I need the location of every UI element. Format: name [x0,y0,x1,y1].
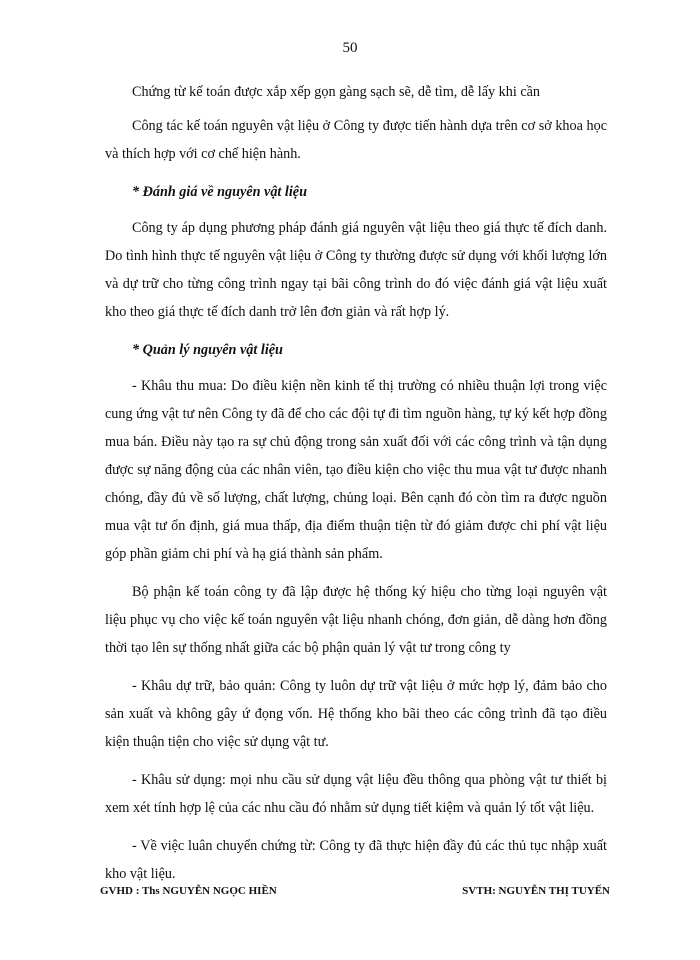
paragraph-intro-1: Chứng từ kế toán được xắp xếp gọn gàng sạch sẽ, dễ tìm, dễ lấy khi cần [132,84,541,100]
section-heading-evaluation: * Đánh giá về nguyên vật liệu [132,184,307,200]
page-number: 50 [342,40,358,56]
footer-student: SVTH: NGUYỄN THỊ TUYẾN [462,885,610,897]
paragraph-coding-system: Bộ phận kế toán công ty đã lập được hệ thống ký hiệu cho từng loại nguyên vật liệu phục vụ cho việc kế toán nguyên vật liệu nhanh chóng, đơn giản, dễ dàng hơn đồng thời tạo lên sự thống nhất giữa các bộ phận quản lý vật tư trong công ty [105,584,607,656]
section-heading-management: * Quản lý nguyên vật liệu [132,342,283,358]
paragraph-intro-2: Công tác kế toán nguyên vật liệu ở Công ty được tiến hành dựa trên cơ sở khoa học và thích hợp với cơ chế hiện hành. [105,118,607,162]
paragraph-documents: - Về việc luân chuyển chứng từ: Công ty đã thực hiện đầy đủ các thủ tục nhập xuất kho vật liệu. [105,838,607,882]
footer-supervisor: GVHD : Ths NGUYỄN NGỌC HIỀN [100,885,277,897]
paragraph-usage: - Khâu sử dụng: mọi nhu cầu sử dụng vật liệu đều thông qua phòng vật tư thiết bị xem xét tính hợp lệ của các nhu cầu đó nhằm sử dụng tiết kiệm và quản lý tốt vật liệu. [105,772,607,816]
paragraph-evaluation: Công ty áp dụng phương pháp đánh giá nguyên vật liệu theo giá thực tế đích danh. Do tình hình thực tế nguyên vật liệu ở Công ty thường được sử dụng với khối lượng lớn và dự trữ cho từng công trình ngay tại bãi công trình do đó việc đánh giá vật liệu xuất kho theo giá thực tế đích danh trở lên đơn giản và rất hợp lý. [105,220,607,320]
document-body [105,78,607,898]
paragraph-purchasing: - Khâu thu mua: Do điều kiện nền kinh tế thị trường có nhiều thuận lợi trong việc cung ứng vật tư nên Công ty đã để cho các đội tự đi tìm nguồn hàng, tự ký kết hợp đồng mua bán. Điều này tạo ra sự chủ động trong sản xuất đối với các công trình và tận dụng được sự năng động của các nhân viên, tạo điều kiện cho việc thu mua vật tư được nhanh chóng, đầy đủ về số lượng, chất lượng, chủng loại. Bên cạnh đó còn tìm ra được nguồn mua vật tư ổn định, giá mua thấp, địa điểm thuận tiện từ đó giảm được chi phí vật liệu góp phần giảm chi phí và hạ giá thành sản phẩm. [105,378,607,562]
paragraph-storage: - Khâu dự trữ, bảo quản: Công ty luôn dự trữ vật liệu ở mức hợp lý, đảm bảo cho sản xuất và không gây ứ đọng vốn. Hệ thống kho bãi theo các công trình đã tạo điều kiện thuận tiện cho việc sử dụng vật tư. [105,678,607,750]
